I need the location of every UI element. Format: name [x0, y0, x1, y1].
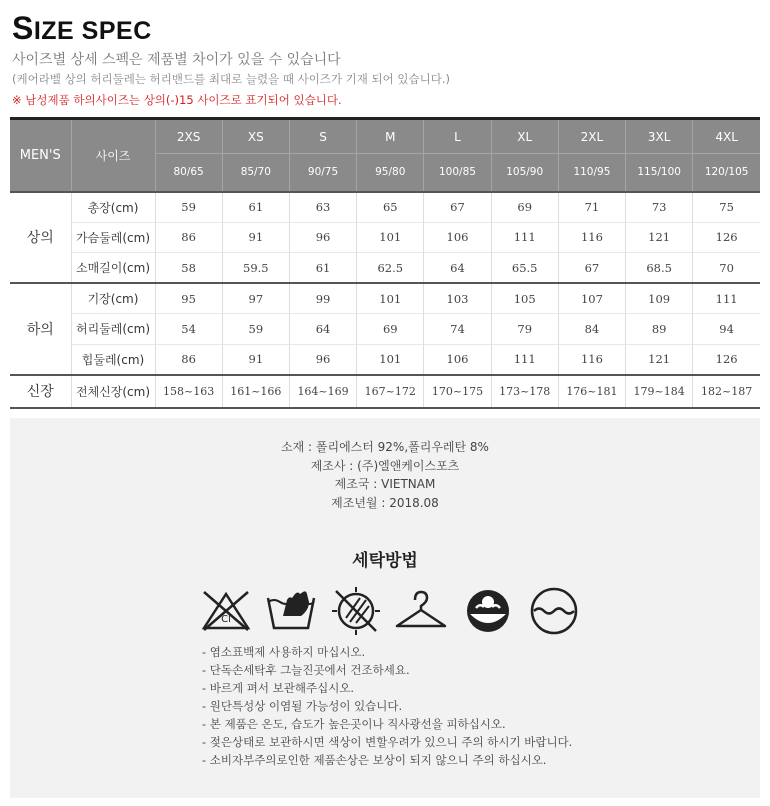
size-header: S [289, 119, 356, 154]
table-cell: 68.5 [626, 253, 693, 284]
row-label: 가슴둘레(cm) [71, 222, 155, 253]
note-spec-difference: 사이즈별 상세 스펙은 제품별 차이가 있을 수 있습니다 [12, 52, 341, 68]
table-cell: 69 [491, 192, 558, 223]
table-cell: 109 [626, 283, 693, 314]
care-instruction-item: - 원단특성상 이염될 가능성이 있습니다. [202, 699, 403, 713]
sub-size-header: 100/85 [424, 154, 491, 192]
table-cell: 176~181 [558, 375, 625, 408]
table-cell: 65 [357, 192, 424, 223]
table-cell: 167~172 [357, 375, 424, 408]
size-header: 4XL [693, 119, 760, 154]
sub-size-header: 95/80 [357, 154, 424, 192]
care-instruction-item: - 소비자부주의로인한 제품손상은 보상이 되지 않으니 주의 하십시오. [202, 753, 547, 767]
table-cell: 161~166 [222, 375, 289, 408]
table-cell: 94 [693, 314, 760, 345]
table-cell: 74 [424, 314, 491, 345]
table-cell: 63 [289, 192, 356, 223]
table-cell: 101 [357, 344, 424, 375]
row-label: 힙둘레(cm) [71, 344, 155, 375]
care-instruction-item: - 염소표백제 사용하지 마십시오. [202, 645, 366, 659]
sub-size-header: 120/105 [693, 154, 760, 192]
country-line: 제조국 : VIETNAM [334, 477, 436, 491]
table-cell: 91 [222, 222, 289, 253]
table-cell: 61 [222, 192, 289, 223]
page-title-initial: S [12, 10, 34, 46]
table-cell: 126 [693, 344, 760, 375]
group-bottom: 하의 [10, 283, 71, 375]
size-column-header: 사이즈 [71, 119, 155, 192]
table-cell: 106 [424, 344, 491, 375]
table-cell: 64 [289, 314, 356, 345]
row-label: 허리둘레(cm) [71, 314, 155, 345]
care-instructions [202, 643, 572, 769]
size-notes [12, 50, 450, 112]
table-cell: 111 [693, 283, 760, 314]
group-height: 신장 [10, 375, 71, 408]
table-cell: 106 [424, 222, 491, 253]
table-cell: 116 [558, 222, 625, 253]
row-label: 총장(cm) [71, 192, 155, 223]
size-header: XL [491, 119, 558, 154]
sub-size-header: 85/70 [222, 154, 289, 192]
row-label: 소매길이(cm) [71, 253, 155, 284]
material-info [10, 438, 760, 512]
group-top: 상의 [10, 192, 71, 284]
table-cell: 59 [155, 192, 222, 223]
table-cell: 97 [222, 283, 289, 314]
table-cell: 182~187 [693, 375, 760, 408]
no-tumble-dry-icon [330, 586, 382, 636]
row-label: 기장(cm) [71, 283, 155, 314]
table-cell: 58 [155, 253, 222, 284]
sub-size-header: 80/65 [155, 154, 222, 192]
care-instruction-item: - 본 제품은 온도, 습도가 높은곳이나 직사광선을 피하십시오. [202, 717, 506, 731]
wash-title: 세탁방법 [352, 551, 418, 571]
table-cell: 84 [558, 314, 625, 345]
table-row [10, 314, 760, 345]
size-table [10, 117, 760, 409]
manufacturer-line: 제조사 : (주)엘앤케이스포츠 [310, 458, 460, 473]
table-cell: 73 [626, 192, 693, 223]
size-header: L [424, 119, 491, 154]
material-line: 소재 : 폴리에스터 92%,폴리우레탄 8% [281, 440, 489, 454]
table-cell: 59.5 [222, 253, 289, 284]
table-cell: 126 [693, 222, 760, 253]
table-row [10, 344, 760, 375]
date-line: 제조년월 : 2018.08 [331, 495, 439, 510]
table-cell: 59 [222, 314, 289, 345]
hand-wash-icon [265, 586, 317, 636]
table-cell: 105 [491, 283, 558, 314]
table-cell: 101 [357, 283, 424, 314]
table-cell: 111 [491, 222, 558, 253]
page-title [12, 10, 152, 47]
table-cell: 173~178 [491, 375, 558, 408]
table-cell: 91 [222, 344, 289, 375]
table-cell: 116 [558, 344, 625, 375]
table-cell: 111 [491, 344, 558, 375]
table-cell: 99 [289, 283, 356, 314]
sub-size-header: 115/100 [626, 154, 693, 192]
table-cell: 95 [155, 283, 222, 314]
table-cell: 121 [626, 222, 693, 253]
note-waist-band: (케어라벨 상의 허리둘레는 허리밴드를 최대로 늘렸을 때 사이즈가 기재 되어 있습니다.) [12, 72, 450, 86]
table-row [10, 283, 760, 314]
care-icons [200, 586, 580, 636]
note-bottom-size: ※ 남성제품 하의사이즈는 상의(-)15 사이즈로 표기되어 있습니다. [12, 93, 342, 107]
table-row [10, 192, 760, 223]
size-header: 2XL [558, 119, 625, 154]
table-cell: 70 [693, 253, 760, 284]
table-row [10, 253, 760, 284]
size-header: XS [222, 119, 289, 154]
table-cell: 71 [558, 192, 625, 223]
no-iron-icon [462, 586, 514, 636]
gentle-wash-icon [528, 586, 580, 636]
size-header: 3XL [626, 119, 693, 154]
care-instruction-item: - 단독손세탁후 그늘진곳에서 건조하세요. [202, 663, 410, 677]
size-header-row [10, 119, 760, 154]
care-instruction-item: - 바르게 펴서 보관해주십시오. [202, 681, 355, 695]
product-info-box [10, 418, 760, 798]
care-instruction-item: - 젖은상태로 보관하시면 색상이 변할우려가 있으니 주의 하시기 바랍니다. [202, 735, 573, 749]
table-cell: 89 [626, 314, 693, 345]
table-cell: 54 [155, 314, 222, 345]
table-cell: 121 [626, 344, 693, 375]
sub-size-header: 110/95 [558, 154, 625, 192]
table-cell: 107 [558, 283, 625, 314]
table-cell: 62.5 [357, 253, 424, 284]
sub-size-header: 90/75 [289, 154, 356, 192]
bleach-mark-text: Cl [221, 614, 231, 625]
table-cell: 170~175 [424, 375, 491, 408]
table-cell: 86 [155, 344, 222, 375]
table-cell: 86 [155, 222, 222, 253]
size-header: 2XS [155, 119, 222, 154]
no-bleach-icon [200, 586, 252, 636]
table-cell: 69 [357, 314, 424, 345]
table-cell: 67 [558, 253, 625, 284]
table-cell: 164~169 [289, 375, 356, 408]
row-label: 전체신장(cm) [71, 375, 155, 408]
table-cell: 96 [289, 222, 356, 253]
sub-size-header: 105/90 [491, 154, 558, 192]
table-cell: 158~163 [155, 375, 222, 408]
table-cell: 96 [289, 344, 356, 375]
page-title-rest: IZE SPEC [33, 17, 152, 45]
table-cell: 75 [693, 192, 760, 223]
table-cell: 79 [491, 314, 558, 345]
hang-dry-icon [395, 586, 447, 636]
table-cell: 65.5 [491, 253, 558, 284]
table-cell: 103 [424, 283, 491, 314]
size-header: M [357, 119, 424, 154]
table-row [10, 222, 760, 253]
table-cell: 61 [289, 253, 356, 284]
table-cell: 101 [357, 222, 424, 253]
mens-corner-cell: MEN'S [10, 119, 71, 192]
table-row [10, 375, 760, 408]
table-cell: 67 [424, 192, 491, 223]
table-cell: 64 [424, 253, 491, 284]
table-cell: 179~184 [626, 375, 693, 408]
